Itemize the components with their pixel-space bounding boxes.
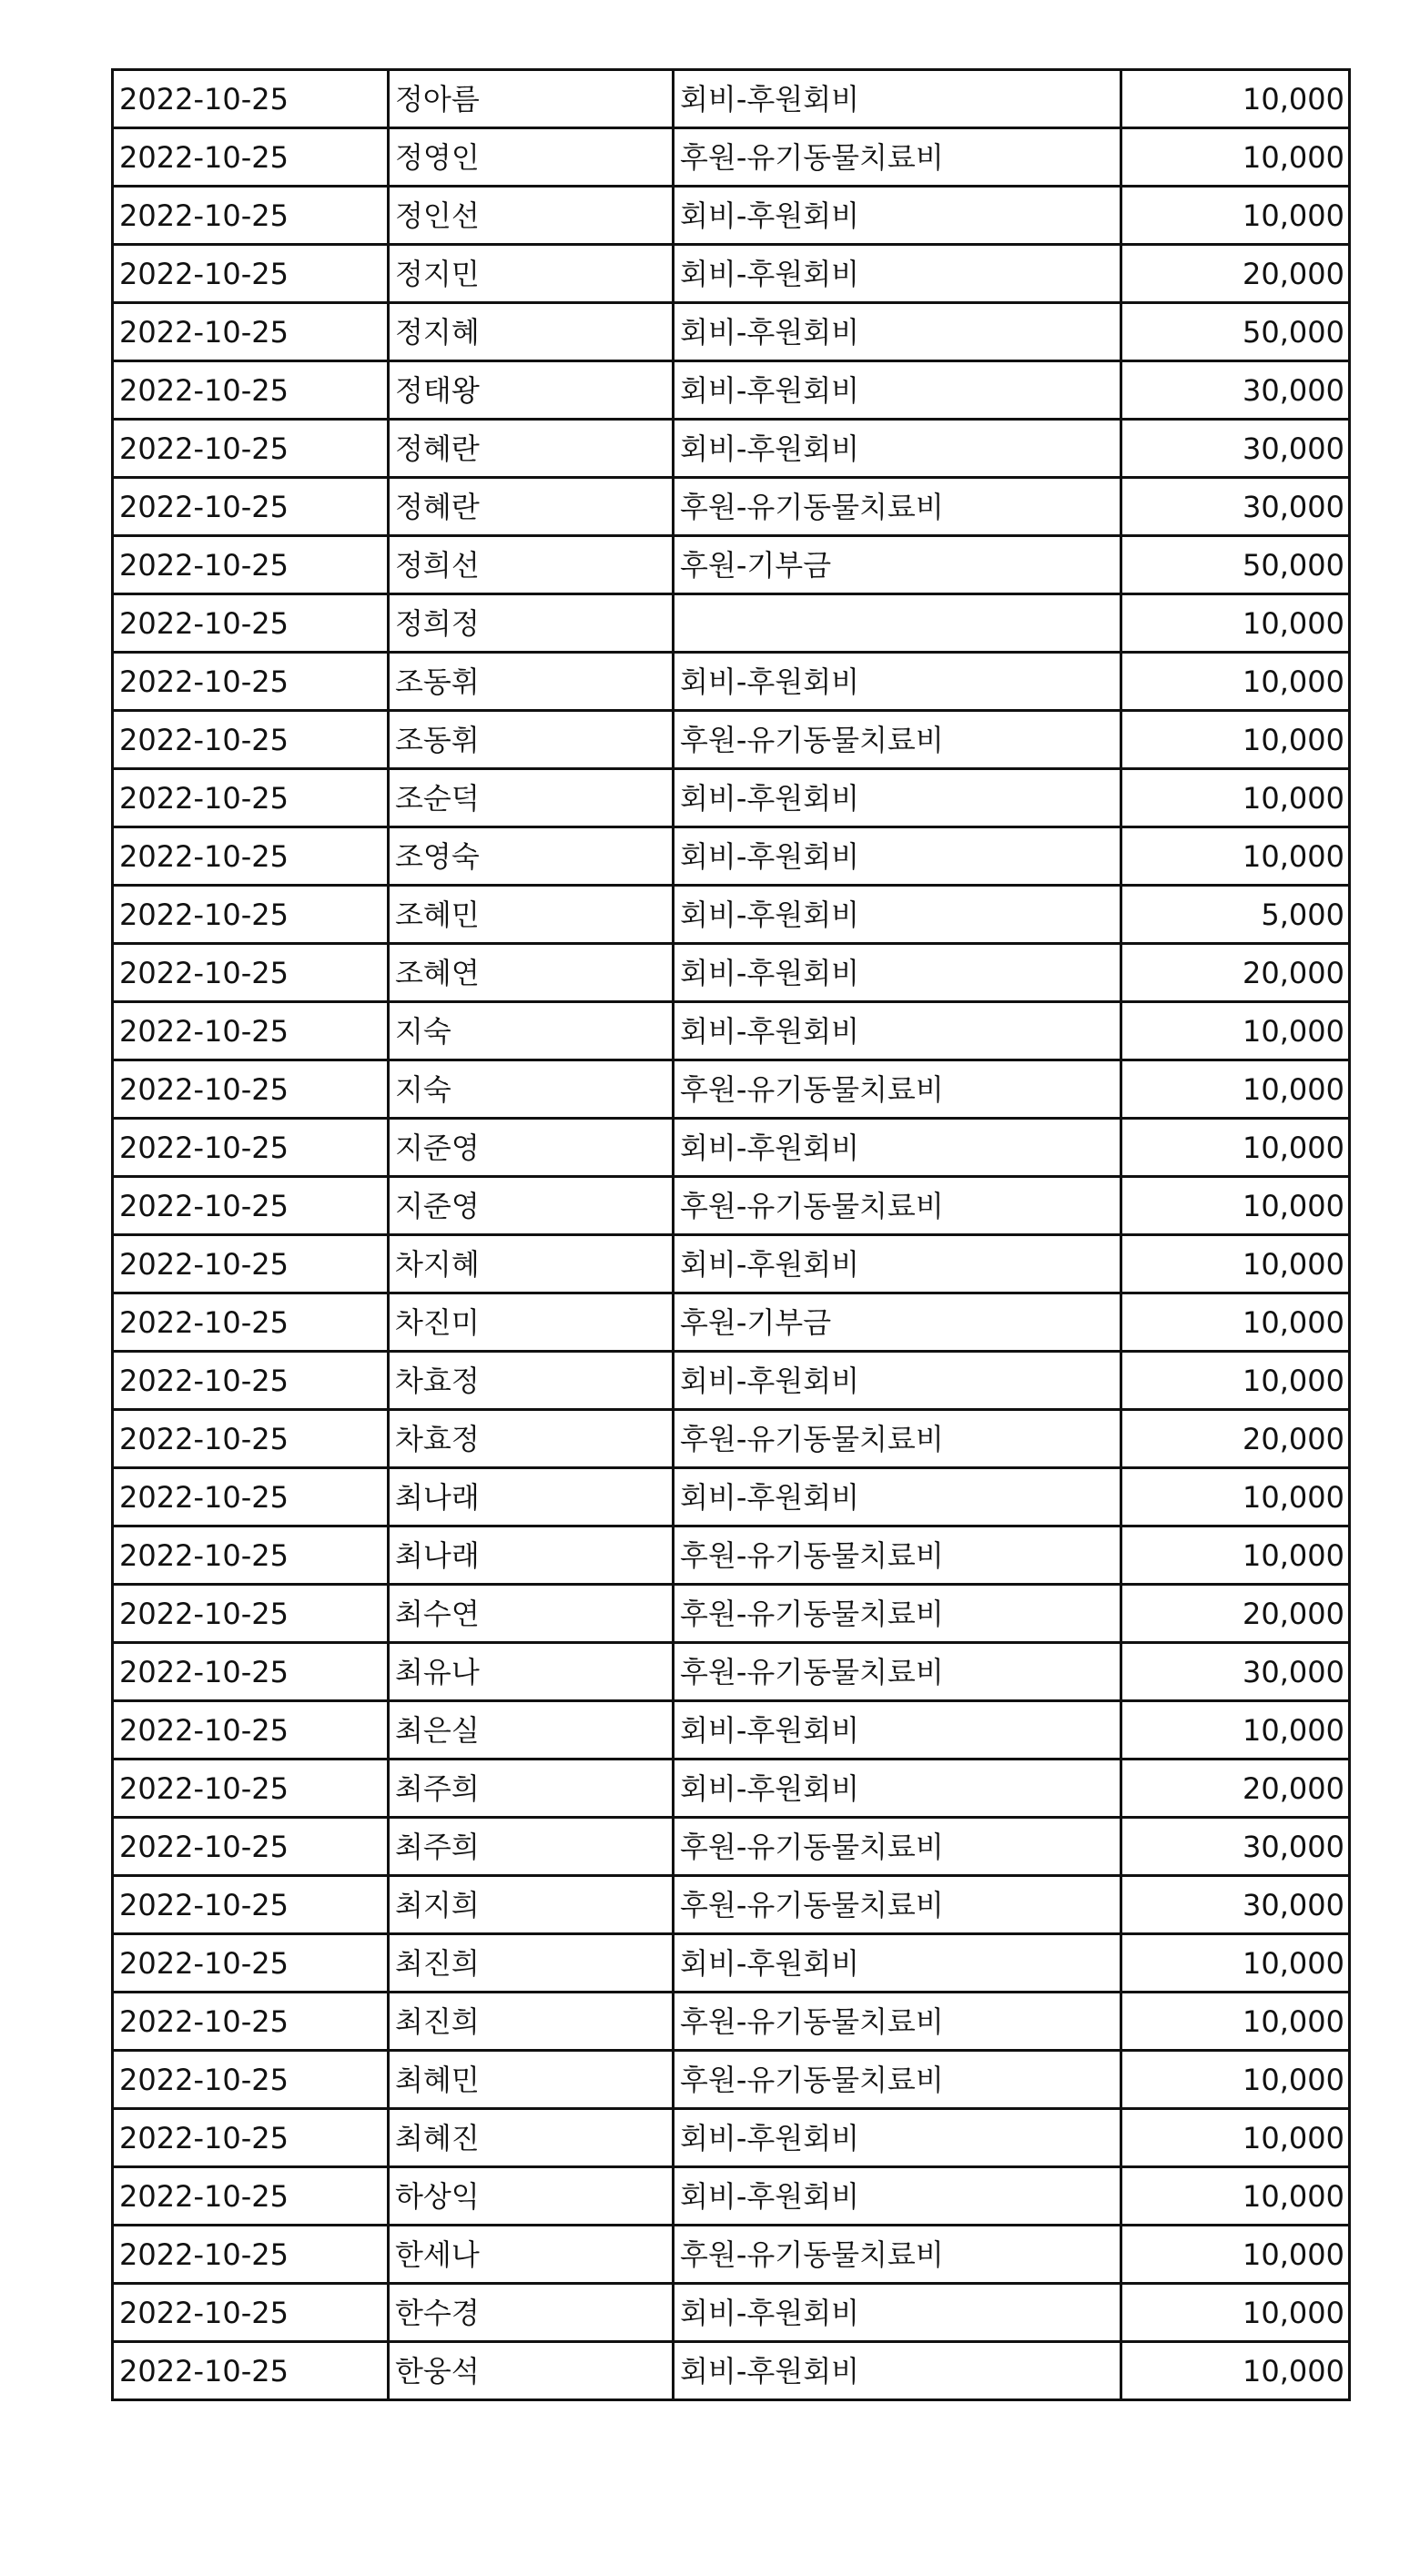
donor-name-cell: 조혜민 [389,886,674,944]
category-cell: 후원-기부금 [674,536,1121,594]
amount-cell: 20,000 [1121,1410,1350,1468]
table-row [113,1701,1350,1760]
donor-name-cell: 한웅석 [389,2342,674,2400]
amount-cell: 10,000 [1121,1119,1350,1177]
amount-cell: 30,000 [1121,420,1350,478]
date-cell: 2022-10-25 [113,769,389,827]
date-cell: 2022-10-25 [113,1293,389,1352]
donor-name-cell: 최유나 [389,1643,674,1701]
table-row [113,2167,1350,2226]
table-row [113,2109,1350,2167]
table-row [113,478,1350,536]
date-cell: 2022-10-25 [113,1818,389,1876]
amount-cell: 10,000 [1121,187,1350,245]
table-row [113,1934,1350,1993]
donor-name-cell: 최지희 [389,1876,674,1934]
date-cell: 2022-10-25 [113,2226,389,2284]
date-cell: 2022-10-25 [113,1934,389,1993]
donor-name-cell: 조동휘 [389,711,674,769]
date-cell: 2022-10-25 [113,1352,389,1410]
category-cell: 후원-유기동물치료비 [674,1526,1121,1585]
date-cell: 2022-10-25 [113,1585,389,1643]
date-cell: 2022-10-25 [113,1177,389,1235]
amount-cell: 5,000 [1121,886,1350,944]
amount-cell: 10,000 [1121,1293,1350,1352]
donor-name-cell: 차효정 [389,1410,674,1468]
date-cell: 2022-10-25 [113,187,389,245]
date-cell: 2022-10-25 [113,653,389,711]
category-cell: 후원-유기동물치료비 [674,1643,1121,1701]
category-cell: 후원-유기동물치료비 [674,1993,1121,2051]
table-row [113,711,1350,769]
date-cell: 2022-10-25 [113,944,389,1002]
donor-name-cell: 정태왕 [389,361,674,420]
table-row [113,1993,1350,2051]
donor-name-cell: 한세나 [389,2226,674,2284]
category-cell: 회비-후원회비 [674,1119,1121,1177]
date-cell: 2022-10-25 [113,1876,389,1934]
amount-cell: 10,000 [1121,1060,1350,1119]
amount-cell: 10,000 [1121,128,1350,187]
amount-cell: 10,000 [1121,2284,1350,2342]
category-cell [674,594,1121,653]
donor-name-cell: 지숙 [389,1060,674,1119]
date-cell: 2022-10-25 [113,1119,389,1177]
category-cell: 후원-유기동물치료비 [674,1060,1121,1119]
amount-cell: 30,000 [1121,478,1350,536]
table-row [113,303,1350,361]
amount-cell: 20,000 [1121,944,1350,1002]
donor-name-cell: 정희선 [389,536,674,594]
table-row [113,1643,1350,1701]
category-cell: 회비-후원회비 [674,1701,1121,1760]
category-cell: 회비-후원회비 [674,420,1121,478]
date-cell: 2022-10-25 [113,2051,389,2109]
donor-name-cell: 최나래 [389,1468,674,1526]
donor-name-cell: 최혜민 [389,2051,674,2109]
table-row [113,1526,1350,1585]
category-cell: 회비-후원회비 [674,2342,1121,2400]
amount-cell: 50,000 [1121,303,1350,361]
category-cell: 회비-후원회비 [674,187,1121,245]
table-row [113,653,1350,711]
category-cell: 회비-후원회비 [674,2284,1121,2342]
date-cell: 2022-10-25 [113,1468,389,1526]
donor-name-cell: 조혜연 [389,944,674,1002]
category-cell: 회비-후원회비 [674,1934,1121,1993]
category-cell: 회비-후원회비 [674,1468,1121,1526]
table-row [113,2284,1350,2342]
category-cell: 후원-유기동물치료비 [674,1876,1121,1934]
table-row [113,1177,1350,1235]
table-row [113,2342,1350,2400]
donor-name-cell: 최혜진 [389,2109,674,2167]
table-row [113,361,1350,420]
table-row [113,1352,1350,1410]
category-cell: 후원-유기동물치료비 [674,2051,1121,2109]
category-cell: 회비-후원회비 [674,1235,1121,1293]
table-row [113,245,1350,303]
amount-cell: 10,000 [1121,2051,1350,2109]
amount-cell: 10,000 [1121,1701,1350,1760]
category-cell: 회비-후원회비 [674,245,1121,303]
donor-name-cell: 조영숙 [389,827,674,886]
table-row [113,420,1350,478]
amount-cell: 30,000 [1121,361,1350,420]
table-row [113,1293,1350,1352]
date-cell: 2022-10-25 [113,1060,389,1119]
donor-name-cell: 한수경 [389,2284,674,2342]
table-row [113,1468,1350,1526]
donor-name-cell: 차효정 [389,1352,674,1410]
date-cell: 2022-10-25 [113,128,389,187]
donor-name-cell: 정인선 [389,187,674,245]
donor-name-cell: 정영인 [389,128,674,187]
table-row [113,1410,1350,1468]
date-cell: 2022-10-25 [113,1643,389,1701]
date-cell: 2022-10-25 [113,886,389,944]
date-cell: 2022-10-25 [113,361,389,420]
category-cell: 후원-유기동물치료비 [674,2226,1121,2284]
donor-name-cell: 정혜란 [389,478,674,536]
date-cell: 2022-10-25 [113,2342,389,2400]
table-row [113,944,1350,1002]
amount-cell: 30,000 [1121,1818,1350,1876]
table-row [113,2226,1350,2284]
donor-name-cell: 최주희 [389,1760,674,1818]
category-cell: 회비-후원회비 [674,827,1121,886]
date-cell: 2022-10-25 [113,478,389,536]
table-row [113,1119,1350,1177]
amount-cell: 10,000 [1121,1993,1350,2051]
amount-cell: 10,000 [1121,2226,1350,2284]
amount-cell: 10,000 [1121,1526,1350,1585]
date-cell: 2022-10-25 [113,1002,389,1060]
date-cell: 2022-10-25 [113,1993,389,2051]
category-cell: 후원-기부금 [674,1293,1121,1352]
date-cell: 2022-10-25 [113,594,389,653]
date-cell: 2022-10-25 [113,303,389,361]
category-cell: 회비-후원회비 [674,2109,1121,2167]
date-cell: 2022-10-25 [113,1235,389,1293]
donor-name-cell: 정희정 [389,594,674,653]
date-cell: 2022-10-25 [113,420,389,478]
amount-cell: 10,000 [1121,1177,1350,1235]
category-cell: 회비-후원회비 [674,303,1121,361]
table-row [113,1235,1350,1293]
amount-cell: 10,000 [1121,70,1350,128]
category-cell: 회비-후원회비 [674,361,1121,420]
category-cell: 후원-유기동물치료비 [674,1585,1121,1643]
donor-name-cell: 최진희 [389,1934,674,1993]
donor-name-cell: 최나래 [389,1526,674,1585]
category-cell: 회비-후원회비 [674,70,1121,128]
category-cell: 후원-유기동물치료비 [674,711,1121,769]
date-cell: 2022-10-25 [113,1410,389,1468]
category-cell: 회비-후원회비 [674,1352,1121,1410]
table-row [113,1002,1350,1060]
table-row [113,1818,1350,1876]
amount-cell: 10,000 [1121,1352,1350,1410]
category-cell: 후원-유기동물치료비 [674,1177,1121,1235]
date-cell: 2022-10-25 [113,245,389,303]
amount-cell: 20,000 [1121,1585,1350,1643]
table-row [113,1060,1350,1119]
date-cell: 2022-10-25 [113,2109,389,2167]
donor-name-cell: 정지민 [389,245,674,303]
donor-name-cell: 차지혜 [389,1235,674,1293]
amount-cell: 10,000 [1121,2167,1350,2226]
donor-name-cell: 조순덕 [389,769,674,827]
donor-name-cell: 조동휘 [389,653,674,711]
donor-name-cell: 정지혜 [389,303,674,361]
amount-cell: 20,000 [1121,245,1350,303]
amount-cell: 10,000 [1121,1468,1350,1526]
amount-cell: 10,000 [1121,594,1350,653]
amount-cell: 10,000 [1121,827,1350,886]
table-row [113,187,1350,245]
category-cell: 회비-후원회비 [674,886,1121,944]
date-cell: 2022-10-25 [113,2167,389,2226]
table-row [113,594,1350,653]
donor-name-cell: 하상익 [389,2167,674,2226]
date-cell: 2022-10-25 [113,1701,389,1760]
donor-name-cell: 최진희 [389,1993,674,2051]
date-cell: 2022-10-25 [113,536,389,594]
date-cell: 2022-10-25 [113,70,389,128]
date-cell: 2022-10-25 [113,711,389,769]
amount-cell: 10,000 [1121,1934,1350,1993]
category-cell: 회비-후원회비 [674,653,1121,711]
amount-cell: 10,000 [1121,653,1350,711]
amount-cell: 10,000 [1121,769,1350,827]
category-cell: 회비-후원회비 [674,2167,1121,2226]
table-row [113,1585,1350,1643]
category-cell: 후원-유기동물치료비 [674,478,1121,536]
amount-cell: 30,000 [1121,1876,1350,1934]
category-cell: 후원-유기동물치료비 [674,1410,1121,1468]
donor-name-cell: 최주희 [389,1818,674,1876]
table-row [113,886,1350,944]
donor-name-cell: 차진미 [389,1293,674,1352]
table-row [113,1876,1350,1934]
table-row [113,2051,1350,2109]
donation-ledger-table [111,68,1351,2401]
donor-name-cell: 정아름 [389,70,674,128]
category-cell: 후원-유기동물치료비 [674,1818,1121,1876]
amount-cell: 10,000 [1121,711,1350,769]
donor-name-cell: 지준영 [389,1177,674,1235]
category-cell: 회비-후원회비 [674,944,1121,1002]
amount-cell: 50,000 [1121,536,1350,594]
amount-cell: 30,000 [1121,1643,1350,1701]
table-row [113,1760,1350,1818]
category-cell: 후원-유기동물치료비 [674,128,1121,187]
amount-cell: 10,000 [1121,2342,1350,2400]
amount-cell: 10,000 [1121,1235,1350,1293]
donor-name-cell: 최은실 [389,1701,674,1760]
category-cell: 회비-후원회비 [674,1002,1121,1060]
amount-cell: 10,000 [1121,1002,1350,1060]
table-row [113,70,1350,128]
donor-name-cell: 지숙 [389,1002,674,1060]
donor-name-cell: 최수연 [389,1585,674,1643]
table-row [113,128,1350,187]
amount-cell: 10,000 [1121,2109,1350,2167]
date-cell: 2022-10-25 [113,827,389,886]
table-row [113,536,1350,594]
category-cell: 회비-후원회비 [674,1760,1121,1818]
date-cell: 2022-10-25 [113,1526,389,1585]
donor-name-cell: 지준영 [389,1119,674,1177]
date-cell: 2022-10-25 [113,2284,389,2342]
ledger-body [113,70,1350,2400]
category-cell: 회비-후원회비 [674,769,1121,827]
amount-cell: 20,000 [1121,1760,1350,1818]
table-row [113,827,1350,886]
date-cell: 2022-10-25 [113,1760,389,1818]
donor-name-cell: 정혜란 [389,420,674,478]
table-row [113,769,1350,827]
